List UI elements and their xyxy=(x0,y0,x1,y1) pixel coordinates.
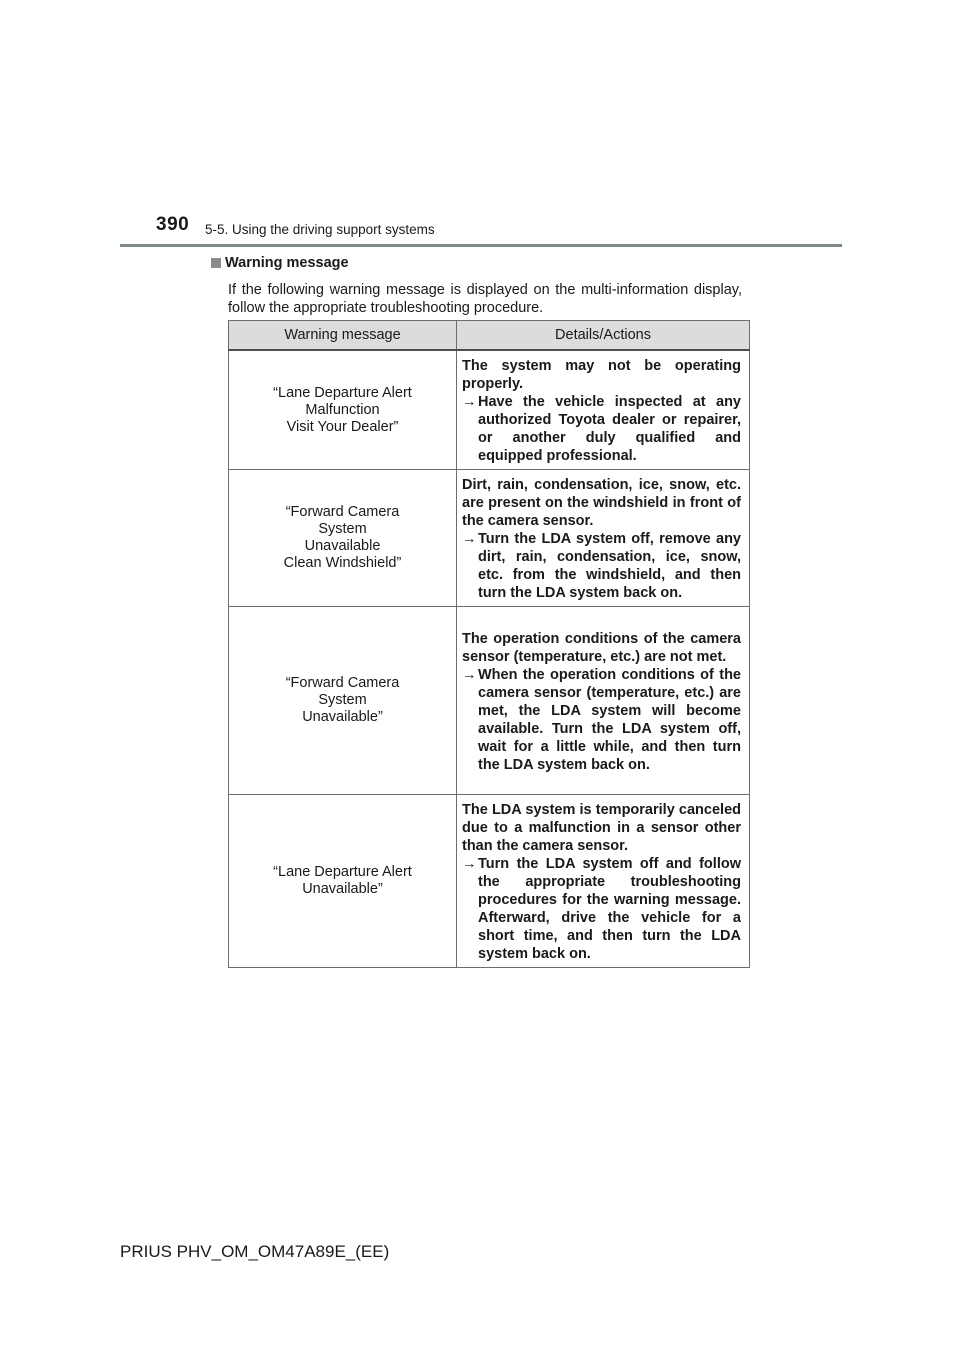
message-line: Unavailable xyxy=(304,538,381,554)
page-number: 390 xyxy=(156,214,190,235)
message-line: “Lane Departure Alert xyxy=(273,384,412,401)
action-text: Have the vehicle inspected at any authorized Toyota dealer or repairer, or another duly qualified and equipped professional. xyxy=(478,394,741,464)
heading-text: Warning message xyxy=(225,255,349,271)
details-actions-cell xyxy=(457,795,750,968)
table-header-row xyxy=(229,321,750,351)
document-footer: PRIUS PHV_OM_OM47A89E_(EE) xyxy=(120,1242,390,1261)
detail-text: The LDA system is temporarily canceled due to a malfunction in a sensor other than the camera sensor. xyxy=(462,802,741,854)
message-line: Unavailable” xyxy=(302,709,383,725)
warning-message-heading xyxy=(211,255,349,271)
action-text: When the operation conditions of the camera sensor (temperature, etc.) are met, the LDA system will become available. Turn the LDA system off, wait for a little while, and then turn the LDA system back on. xyxy=(478,666,741,773)
column-header-warning-message: Warning message xyxy=(229,321,457,351)
section-title: 5-5. Using the driving support systems xyxy=(205,222,435,237)
action-text: Turn the LDA system off, remove any dirt, rain, condensation, ice, snow, etc. from the windshield, and then turn the LDA system back on. xyxy=(478,531,741,601)
details-actions-cell xyxy=(457,470,750,607)
action-item xyxy=(462,530,741,602)
message-line: Visit Your Dealer” xyxy=(286,418,399,435)
message-line: “Forward Camera xyxy=(285,675,400,691)
detail-text: Dirt, rain, condensation, ice, snow, etc. are present on the windshield in front of the camera sensor. xyxy=(462,477,741,529)
action-item xyxy=(462,855,741,963)
detail-text: The operation conditions of the camera sensor (temperature, etc.) are not met. xyxy=(462,630,741,665)
heading-square-icon xyxy=(211,258,221,268)
arrow-icon: → xyxy=(462,394,477,410)
message-line: System xyxy=(318,521,367,537)
warning-message-table xyxy=(228,320,750,968)
intro-paragraph: If the following warning message is displayed on the multi-information display, follow the appropriate troubleshooting procedure. xyxy=(228,282,742,316)
table-row xyxy=(229,350,750,470)
arrow-icon: → xyxy=(462,856,477,872)
table-row xyxy=(229,607,750,795)
warning-message-cell xyxy=(229,350,457,470)
message-line: System xyxy=(318,692,367,708)
table-row xyxy=(229,795,750,968)
arrow-icon: → xyxy=(462,666,477,683)
message-line: Malfunction xyxy=(305,401,380,418)
warning-message-cell xyxy=(229,795,457,968)
message-line: Clean Windshield” xyxy=(283,555,402,571)
detail-text: The system may not be operating properly. xyxy=(462,358,741,392)
details-actions-cell xyxy=(457,350,750,470)
table-row xyxy=(229,470,750,607)
header-rule xyxy=(120,244,842,247)
arrow-icon: → xyxy=(462,531,477,547)
message-line: “Lane Departure Alert xyxy=(273,864,412,880)
action-text: Turn the LDA system off and follow the appropriate troubleshooting procedures for the warning message. Afterward, drive the vehicle for a short time, and then turn the LDA system back on. xyxy=(478,856,741,962)
action-item xyxy=(462,666,741,774)
message-line: “Forward Camera xyxy=(285,504,400,520)
action-item xyxy=(462,393,741,465)
warning-message-cell xyxy=(229,607,457,795)
message-line: Unavailable” xyxy=(302,881,383,897)
details-actions-cell xyxy=(457,607,750,795)
warning-message-cell xyxy=(229,470,457,607)
column-header-details-actions: Details/Actions xyxy=(457,321,750,351)
